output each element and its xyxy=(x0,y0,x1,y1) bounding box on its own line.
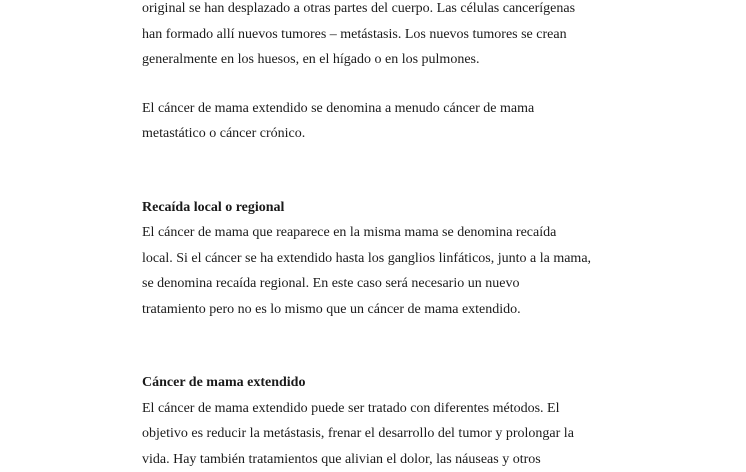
text-line: El cáncer de mama extendido puede ser tratado con diferentes métodos. El xyxy=(142,396,612,422)
metastatic-paragraph xyxy=(142,96,612,147)
section-heading-local-recurrence: Recaída local o regional xyxy=(142,195,612,221)
section-spacer xyxy=(142,322,612,370)
text-line: objetivo es reducir la metástasis, frenar el desarrollo del tumor y prolongar la xyxy=(142,421,612,447)
text-line: han formado allí nuevos tumores – metástasis. Los nuevos tumores se crean xyxy=(142,22,612,48)
text-line: se denomina recaída regional. En este caso será necesario un nuevo xyxy=(142,271,612,297)
extended-cancer-paragraph xyxy=(142,396,612,472)
text-line: El cáncer de mama que reaparece en la misma mama se denomina recaída xyxy=(142,220,612,246)
text-line: tratamiento pero no es lo mismo que un cáncer de mama extendido. xyxy=(142,297,612,323)
intro-paragraph xyxy=(142,0,612,73)
text-line: original se han desplazado a otras partes del cuerpo. Las células cancerígenas xyxy=(142,0,612,22)
section-spacer xyxy=(142,147,612,195)
local-recurrence-paragraph xyxy=(142,220,612,322)
document-page xyxy=(142,0,612,472)
text-line: generalmente en los huesos, en el hígado o en los pulmones. xyxy=(142,47,612,73)
text-line: local. Si el cáncer se ha extendido hasta los ganglios linfáticos, junto a la mama, xyxy=(142,246,612,272)
text-line: El cáncer de mama extendido se denomina a menudo cáncer de mama xyxy=(142,96,612,122)
section-heading-extended-cancer: Cáncer de mama extendido xyxy=(142,370,612,396)
paragraph-spacer xyxy=(142,73,612,96)
text-line: metastático o cáncer crónico. xyxy=(142,121,612,147)
text-line: vida. Hay también tratamientos que alivian el dolor, las náuseas y otros xyxy=(142,447,612,472)
